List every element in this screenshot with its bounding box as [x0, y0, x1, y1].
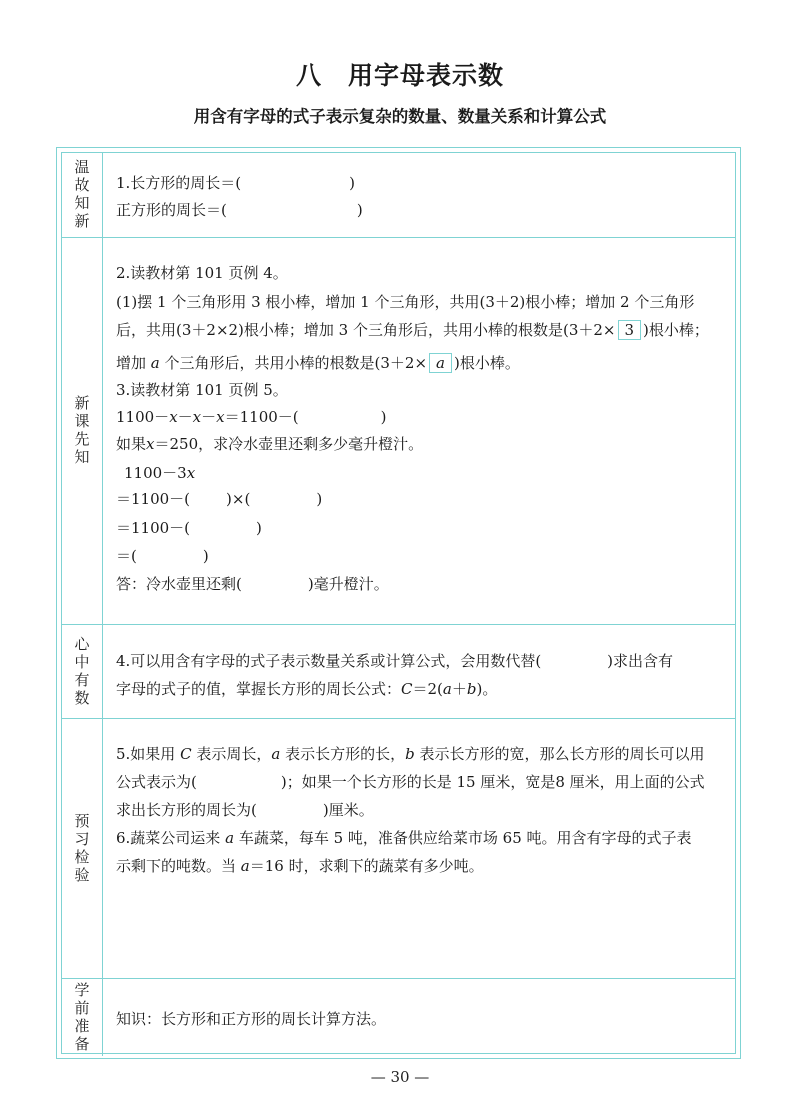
section-content — [116, 719, 725, 978]
question-1-line-2: 正方形的周长＝( ) — [116, 201, 363, 219]
section-label: 学前准备 — [62, 979, 103, 1056]
step-3: ＝1100－( ) — [116, 519, 262, 537]
chapter-number: 八 — [295, 61, 322, 90]
answer-box: a — [429, 353, 452, 373]
question-2-line-2: 后，共用(3＋2×2)根小棒；增加 3 个三角形后，共用小棒的根数是(3＋2× 3 )根小棒； — [116, 321, 709, 339]
question-5-line-3: 求出长方形的周长为( )厘米。 — [116, 801, 374, 819]
question-4-line-1: 4.可以用含有字母的式子表示数量关系或计算公式，会用数代替( )求出含有 — [116, 652, 674, 670]
section-mind — [62, 625, 735, 719]
step-1: 1100－3x — [124, 464, 196, 482]
section-prep — [62, 979, 735, 1056]
question-4-line-2: 字母的式子的值，掌握长方形的周长公式：C＝2(a＋b)。 — [116, 680, 498, 698]
section-label: 新课先知 — [62, 238, 103, 624]
question-3-title: 3.读教材第 101 页例 5。 — [116, 381, 288, 399]
page-number: — 30 — — [370, 1068, 430, 1086]
question-6-line-1: 6.蔬菜公司运来 a 车蔬菜，每车 5 吨，准备供应给菜市场 65 吨。用含有字母的式子表 — [116, 829, 692, 847]
prep-knowledge: 知识：长方形和正方形的周长计算方法。 — [116, 1010, 387, 1028]
section-label: 温故知新 — [62, 153, 103, 237]
question-3-condition: 如果x＝250，求冷水壶里还剩多少毫升橙汁。 — [116, 435, 424, 453]
question-5-line-2: 公式表示为( )；如果一个长方形的长是 15 厘米，宽是8 厘米，用上面的公式 — [116, 773, 705, 791]
section-label: 预习检验 — [62, 719, 103, 978]
lesson-subtitle: 用含有字母的式子表示复杂的数量、数量关系和计算公式 — [193, 107, 607, 126]
question-5-line-1: 5.如果用 C 表示周长，a 表示长方形的长，b 表示长方形的宽，那么长方形的周长可以用 — [116, 745, 705, 763]
question-6-line-2: 示剩下的吨数。当 a＝16 时，求剩下的蔬菜有多少吨。 — [116, 857, 484, 875]
section-review — [62, 153, 735, 238]
question-2-title: 2.读教材第 101 页例 4。 — [116, 264, 288, 282]
section-content — [116, 979, 725, 1056]
step-4: ＝( ) — [116, 547, 209, 565]
section-content — [116, 238, 725, 624]
section-preview — [62, 719, 735, 979]
section-new-lesson — [62, 238, 735, 625]
step-2: ＝1100－( )×( ) — [116, 490, 323, 508]
question-3-expression: 1100－x－x－x＝1100－( ) — [116, 408, 387, 426]
section-label: 心中有数 — [62, 625, 103, 718]
worksheet-frame — [56, 147, 741, 1059]
worksheet-table — [61, 152, 736, 1054]
answer-box: 3 — [618, 320, 642, 340]
section-content — [116, 153, 725, 237]
question-2-line-1: (1)摆 1 个三角形用 3 根小棒，增加 1 个三角形，共用(3＋2)根小棒；增加 2 个三角形 — [116, 293, 695, 311]
question-1-line-1: 1.长方形的周长＝( ) — [116, 174, 356, 192]
answer-line: 答：冷水壶里还剩( )毫升橙汁。 — [116, 575, 389, 593]
section-content — [116, 625, 725, 718]
question-2-line-3: 增加 a 个三角形后，共用小棒的根数是(3＋2× a )根小棒。 — [116, 354, 520, 372]
chapter-title — [0, 56, 800, 92]
chapter-name: 用字母表示数 — [348, 61, 505, 90]
